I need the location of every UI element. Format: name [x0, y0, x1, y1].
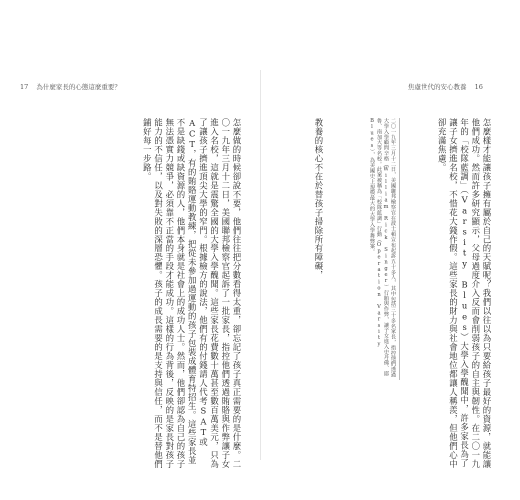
right-page-number: 16	[474, 83, 483, 91]
right-body-text-left-column: 教養的核心不在於替孩子掃除所有障礙，	[314, 118, 324, 280]
footnote: 二〇一九年三月十二日，美國聯邦檢察官在波士頓宣布起訴五十多人，其中包括三十多名家長，指控他們透過大學入學顧問辛格（William Rick Singer）行賄與作弊，讓子女進入史丹佛、耶魯、南加大等名校。此案被稱為「校隊藍調」行動（Operation Varsity Blues），為美國史上規模最大的大學入學舞弊案。	[369, 118, 396, 378]
footnote-rule	[399, 118, 400, 380]
left-body-text: 怎麼做的時候卻說不要，他們往往把分數看得太重，卻忘記了孩子真正需要的是什麼。二〇一九年三月十二日，美國聯邦檢察官起訴了一批家長，指控他們透過賄賂與作弊讓子女進入名校，這就是震驚全國的大學入學醜聞。這些家長花費數十萬甚至數百萬美元，只為了讓孩子擠進頂尖大學的窄門。根據檢方的說法，他們有的付錢請人代考SAT或ACT，有的賄賂運動教練，把從未參加過運動的孩子包裝成體育特招生。這些家長並不是缺錢或缺資源的人，他們本身就是社會上的成功人士。然而，他們卻認為自己的孩子無法憑實力競爭，必須靠不正當的手段才能成功。這樣的行為背後，反映的是家長對孩子能力的不信任，以及對失敗的深層恐懼。孩子的成長需要的是支持與信任，而不是替他們鋪好每一步路。	[142, 118, 242, 469]
left-page-number: 17	[20, 83, 29, 91]
right-folio	[408, 82, 489, 91]
gutter	[260, 70, 261, 460]
right-body-text-right-column: 怎麼樣才能讓孩子擁有屬於自己的天賦呢？我們以往以為只要給孩子最好的資源，就能讓他們成功。然而許多研究顯示，父母過度介入反而會削弱孩子的自主與韌性。在二〇一九年的「校隊藍調」（Varsity Blues）大學入學醜聞中，許多家長為了讓子女擠進名校，不惜花大錢作假。這些家長的財力與社會地位都讓人稱羨，但他們心中卻充滿焦慮。	[437, 118, 492, 469]
right-running-head: 焦慮世代的安心教養	[408, 83, 467, 91]
left-folio	[20, 82, 127, 91]
left-running-head: 為什麼家長的心態這麼重要？	[36, 83, 121, 91]
